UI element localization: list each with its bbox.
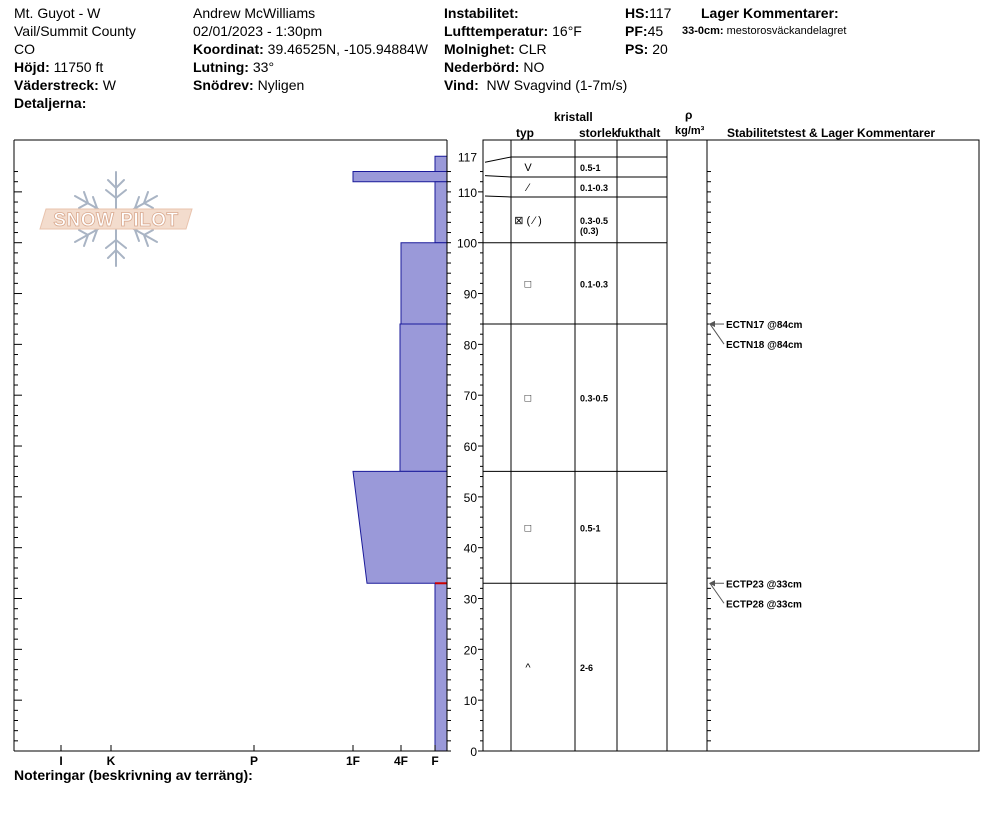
grain-size: 0.5-1 bbox=[580, 523, 601, 534]
hardness-layer bbox=[435, 182, 447, 243]
sky-value: CLR bbox=[518, 41, 547, 57]
test-pointer bbox=[710, 324, 724, 344]
layer-table bbox=[483, 140, 979, 751]
details-label: Detaljerna: bbox=[14, 95, 87, 111]
drift-value: Nyligen bbox=[257, 77, 305, 93]
hardness-tick-label: F bbox=[431, 754, 439, 768]
layer-connector bbox=[485, 196, 511, 197]
pf-label: PF: bbox=[625, 23, 648, 39]
snowpilot-logo bbox=[40, 172, 192, 266]
observer: Andrew McWilliams bbox=[193, 5, 316, 21]
grain-size: 0.5-1 bbox=[580, 163, 601, 173]
layer-comment-text: mestorosväckandelagret bbox=[726, 25, 847, 37]
sky-label: Molnighet: bbox=[444, 41, 515, 57]
stability-tests bbox=[709, 320, 803, 610]
depth-tick-label: 100 bbox=[456, 236, 477, 251]
precip-value: NO bbox=[523, 59, 545, 75]
grain-type-icon: ⁄ bbox=[527, 182, 529, 194]
datetime: 02/01/2023 - 1:30pm bbox=[193, 23, 323, 39]
grain-type-icon: □ bbox=[524, 278, 532, 291]
instability-label: Instabilitet: bbox=[444, 5, 519, 21]
hardness-tick-label: 4F bbox=[393, 754, 409, 768]
depth-tick-label: 60 bbox=[463, 440, 477, 455]
header-moisture: fukthalt bbox=[617, 126, 661, 140]
depth-tick-label: 70 bbox=[463, 389, 477, 404]
airtemp-value: 16°F bbox=[552, 23, 582, 39]
grain-size: 0.1-0.3 bbox=[580, 279, 609, 290]
stability-test-label: ECTN17 @84cm bbox=[726, 320, 803, 332]
grain-size: 0.3-0.5 bbox=[580, 393, 609, 404]
table-border bbox=[483, 140, 979, 751]
grain-type-icon: V bbox=[524, 162, 532, 174]
hardness-axis bbox=[59, 745, 438, 768]
coord-value: 39.46525N, -105.94884W bbox=[267, 41, 428, 57]
depth-tick-label: 0 bbox=[470, 745, 477, 759]
hardness-tick-label: I bbox=[59, 754, 63, 768]
stability-test-label: ECTP23 @33cm bbox=[726, 579, 802, 591]
hardness-plot bbox=[353, 156, 447, 751]
grain-size: 2-6 bbox=[580, 663, 594, 674]
header-size: storlek bbox=[579, 126, 619, 140]
grain-type-icon: ^ bbox=[525, 662, 531, 675]
site-name: Mt. Guyot - W bbox=[14, 5, 101, 21]
hardness-layer bbox=[400, 324, 447, 471]
header-rho: ρ bbox=[685, 108, 693, 122]
aspect-label: Väderstreck: bbox=[14, 77, 99, 93]
airtemp-label: Lufttemperatur: bbox=[444, 23, 549, 39]
aspect-value: W bbox=[102, 77, 116, 93]
depth-tick-label: 80 bbox=[463, 338, 477, 353]
depth-top-label: 117 bbox=[457, 150, 477, 165]
layer-comments-title: Lager Kommentarer: bbox=[701, 5, 839, 21]
grain-size: 0.3-0.5 bbox=[580, 215, 609, 226]
depth-tick-label: 20 bbox=[463, 643, 477, 658]
test-pointer bbox=[710, 583, 724, 603]
hs-label: HS: bbox=[625, 5, 650, 21]
coord-label: Koordinat: bbox=[193, 41, 264, 57]
grain-size-secondary: (0.3) bbox=[580, 225, 599, 236]
depth-tick-label: 90 bbox=[463, 287, 477, 302]
wind-value: NW Svagvind (1-7m/s) bbox=[486, 77, 628, 93]
hardness-tick-label: 1F bbox=[345, 754, 361, 768]
depth-tick-label: 10 bbox=[463, 694, 477, 709]
pf-value: 45 bbox=[647, 23, 664, 39]
elevation-label: Höjd: bbox=[14, 59, 50, 75]
logo-text: SNOW PILOT bbox=[53, 210, 179, 231]
ps-value: 20 bbox=[652, 41, 668, 57]
hs-value: 117 bbox=[649, 5, 672, 21]
hardness-frame bbox=[14, 140, 447, 751]
grain-type-icon: ⊠ ( ⁄ ) bbox=[514, 214, 542, 227]
depth-tick-label: 30 bbox=[463, 592, 477, 607]
drift-label: Snödrev: bbox=[193, 77, 254, 93]
grain-type-icon: □ bbox=[524, 392, 532, 405]
header-stability: Stabilitetstest & Lager Kommentarer bbox=[727, 126, 936, 140]
ps-label: PS: bbox=[625, 41, 649, 57]
depth-tick-label: 50 bbox=[463, 490, 477, 505]
precip-label: Nederbörd: bbox=[444, 59, 520, 75]
hardness-layer bbox=[353, 172, 447, 182]
grain-size: 0.1-0.3 bbox=[580, 183, 609, 193]
depth-tick-label: 110 bbox=[457, 185, 477, 200]
terrain-notes: Noteringar (beskrivning av terräng): bbox=[14, 767, 253, 783]
layer-connector bbox=[485, 157, 511, 162]
stability-test-label: ECTP28 @33cm bbox=[726, 599, 802, 611]
hardness-layer bbox=[435, 156, 447, 171]
region: Vail/Summit County bbox=[14, 23, 136, 39]
header-density-unit: kg/m³ bbox=[675, 125, 705, 137]
slope-label: Lutning: bbox=[193, 59, 249, 75]
header-crystal: kristall bbox=[554, 110, 593, 124]
layer-connector bbox=[485, 176, 511, 177]
grain-type-icon: □ bbox=[524, 522, 532, 535]
wind-label: Vind: bbox=[444, 77, 479, 93]
stability-test-label: ECTN18 @84cm bbox=[726, 340, 803, 352]
hardness-layer bbox=[401, 243, 447, 324]
elevation-value: 11750 ft bbox=[53, 59, 104, 75]
slope-value: 33° bbox=[252, 59, 275, 75]
layer-comment-depth: 33-0cm: bbox=[682, 25, 724, 37]
header-type: typ bbox=[516, 126, 534, 140]
state: CO bbox=[14, 41, 35, 57]
table-headers bbox=[516, 108, 935, 140]
hardness-layer bbox=[435, 583, 447, 751]
depth-tick-label: 40 bbox=[463, 541, 477, 556]
hardness-tick-label: K bbox=[106, 754, 116, 768]
hardness-layer bbox=[353, 471, 447, 583]
hardness-tick-label: P bbox=[249, 754, 259, 768]
